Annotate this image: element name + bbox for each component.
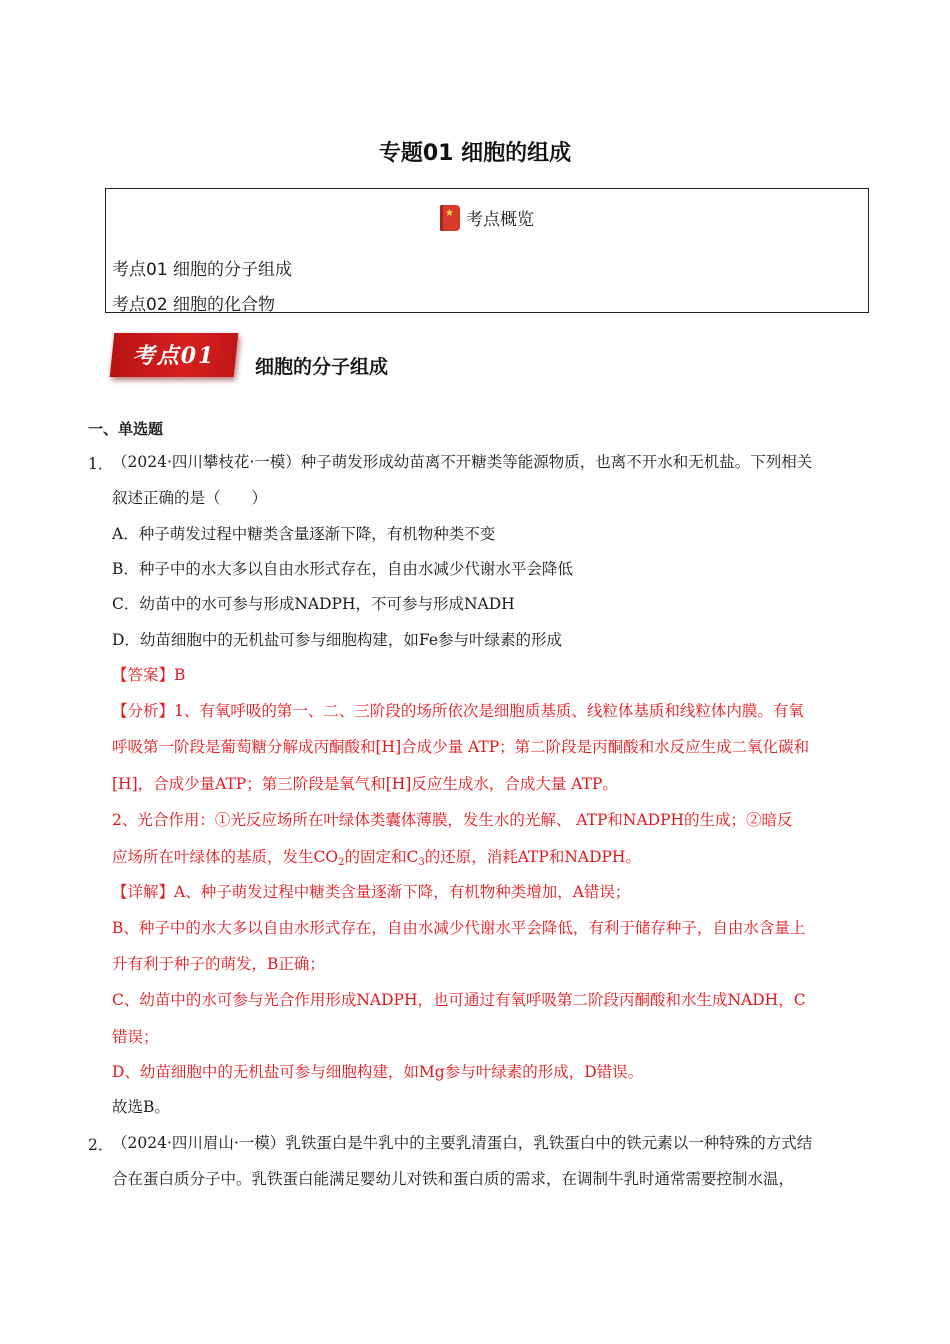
question-number-1: 1． <box>88 455 114 473</box>
q1-analysis-line5-part3: 的还原，消耗ATP和NADPH。 <box>424 848 641 866</box>
q1-option-c: C．幼苗中的水可参与形成NADPH，不可参与形成NADH <box>112 595 515 613</box>
q1-detail-line2: B、种子中的水大多以自由水形式存在，自由水减少代谢水平会降低，有利于储存种子，自由水含量上 <box>112 919 806 937</box>
q1-analysis-line4: 2、光合作用：①光反应场所在叶绿体类囊体薄膜，发生水的光解、 ATP和NADPH的生成；②暗反 <box>112 811 793 829</box>
overview-heading <box>106 205 868 231</box>
co2-subscript: 2 <box>338 857 345 868</box>
q1-stem-line2: 叙述正确的是（ ） <box>112 489 268 507</box>
q1-detail-line1: 【详解】A、种子萌发过程中糖类含量逐渐下降，有机物种类增加，A错误； <box>112 883 631 901</box>
overview-box <box>105 188 869 313</box>
q1-answer: 【答案】B <box>112 666 186 684</box>
page-title: 专题01 细胞的组成 <box>378 141 572 166</box>
q1-option-b: B．种子中的水大多以自由水形式存在，自由水减少代谢水平会降低 <box>112 560 573 578</box>
q1-analysis-line2: 呼吸第一阶段是葡萄糖分解成丙酮酸和[H]合成少量 ATP；第二阶段是丙酮酸和水反应生成二氧化碳和 <box>112 738 810 756</box>
q2-stem-line2: 合在蛋白质分子中。乳铁蛋白能满足婴幼儿对铁和蛋白质的需求，在调制牛乳时通常需要控制水温， <box>112 1170 795 1188</box>
q1-detail-line6: D、幼苗细胞中的无机盐可参与细胞构建，如Mg参与叶绿素的形成，D错误。 <box>112 1063 644 1081</box>
q1-option-a: A．种子萌发过程中糖类含量逐渐下降，有机物种类不变 <box>112 525 496 543</box>
q1-analysis-line1: 【分析】1、有氧呼吸的第一、二、三阶段的场所依次是细胞质基质、线粒体基质和线粒体内膜。有氧 <box>112 702 804 720</box>
q1-option-d: D．幼苗细胞中的无机盐可参与细胞构建，如Fe参与叶绿素的形成 <box>112 631 563 649</box>
c3-subscript: 3 <box>418 857 425 868</box>
q1-analysis-line5-part1: 应场所在叶绿体的基质，发生CO <box>112 848 339 866</box>
section-title: 细胞的分子组成 <box>255 356 389 378</box>
overview-item-1: 考点01 细胞的分子组成 <box>112 260 293 280</box>
overview-heading-text: 考点概览 <box>466 210 534 230</box>
q1-detail-line3: 升有利于种子的萌发，B正确； <box>112 955 325 973</box>
overview-item-2: 考点02 细胞的化合物 <box>112 295 276 315</box>
q1-analysis-line5-part2: 的固定和C <box>344 848 419 866</box>
section-badge-text: 考点01 <box>132 343 216 369</box>
q2-stem-line1: （2024·四川眉山·一模）乳铁蛋白是牛乳中的主要乳清蛋白，乳铁蛋白中的铁元素以一种特殊的方式结 <box>112 1134 813 1152</box>
q1-analysis-line3: [H]，合成少量ATP；第三阶段是氧气和[H]反应生成水，合成大量 ATP。 <box>112 775 618 793</box>
section-badge <box>110 333 239 377</box>
q1-analysis-line5 <box>112 847 641 867</box>
book-icon <box>440 205 460 231</box>
q1-choice: 故选B。 <box>112 1098 170 1116</box>
q1-detail-line5: 错误； <box>112 1028 159 1046</box>
part-heading: 一、单选题 <box>88 420 164 438</box>
question-number-2: 2． <box>88 1136 114 1154</box>
q1-stem-line1: （2024·四川攀枝花·一模）种子萌发形成幼苗离不开糖类等能源物质，也离不开水和无机盐。下列相关 <box>112 453 813 471</box>
q1-detail-line4: C、幼苗中的水可参与光合作用形成NADPH，也可通过有氧呼吸第二阶段丙酮酸和水生成NADH，C <box>112 991 806 1009</box>
